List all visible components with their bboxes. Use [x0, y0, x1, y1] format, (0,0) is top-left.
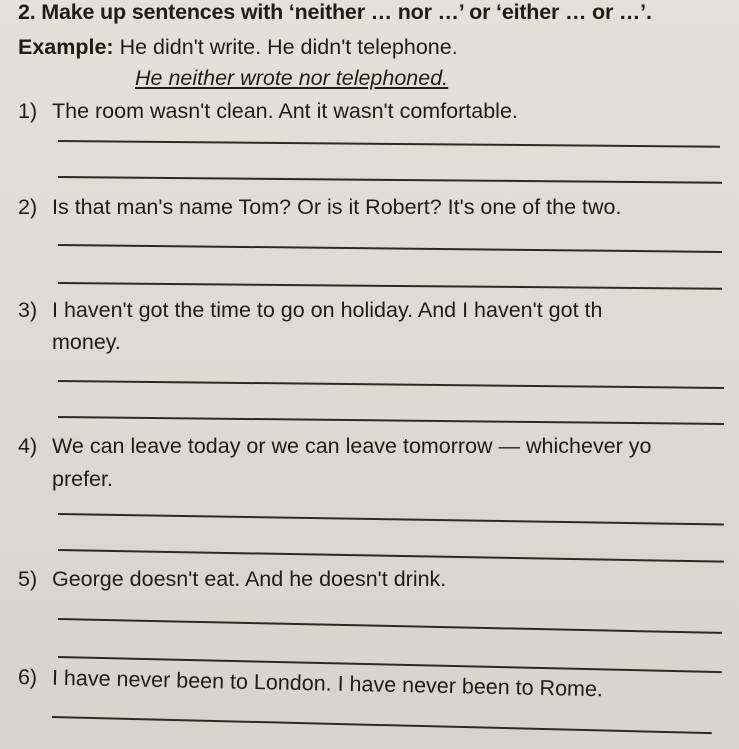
item-number: 3): [18, 298, 38, 322]
item-text: Is that man's name Tom? Or is it Robert? It's one of the two.: [52, 195, 622, 219]
example-text: He didn't write. He didn't telephone.: [119, 35, 458, 59]
item-number: 5): [18, 567, 38, 591]
exercise-item-5: [18, 566, 446, 592]
item-text: We can leave today or we can leave tomorrow — whichever yo: [52, 434, 652, 458]
item-number: 4): [18, 434, 38, 458]
answer-line[interactable]: [58, 244, 722, 253]
item-text: I haven't got the time to go on holiday. And I haven't got th: [52, 298, 603, 322]
example-line: [18, 34, 458, 60]
answer-line[interactable]: [58, 176, 722, 184]
example-answer: He neither wrote nor telephoned.: [135, 66, 449, 90]
item-number: 1): [18, 99, 38, 123]
exercise-item-1: [18, 98, 518, 124]
exercise-item-3: [18, 297, 602, 323]
item-3-continuation: money.: [52, 330, 121, 354]
answer-line[interactable]: [58, 380, 724, 389]
exercise-item-4: [18, 433, 652, 459]
answer-line[interactable]: [58, 549, 724, 563]
exercise-heading: 2. Make up sentences with ‘neither … nor …’ or ‘either … or …’.: [18, 0, 652, 24]
item-number: 6): [17, 665, 38, 690]
item-text: The room wasn't clean. Ant it wasn't comfortable.: [52, 99, 518, 123]
exercise-item-2: [18, 194, 621, 220]
answer-line[interactable]: [58, 416, 724, 425]
item-number: 2): [18, 195, 38, 219]
item-text: I have never been to London. I have never been to Rome.: [51, 665, 604, 702]
answer-line[interactable]: [58, 282, 722, 290]
answer-line[interactable]: [52, 716, 712, 734]
answer-line[interactable]: [58, 140, 720, 148]
example-label: Example:: [18, 35, 114, 59]
exercise-item-6: [18, 664, 603, 702]
answer-line[interactable]: [58, 618, 722, 634]
answer-line[interactable]: [58, 513, 724, 525]
item-4-continuation: prefer.: [52, 467, 113, 491]
item-text: George doesn't eat. And he doesn't drink.: [52, 567, 447, 591]
